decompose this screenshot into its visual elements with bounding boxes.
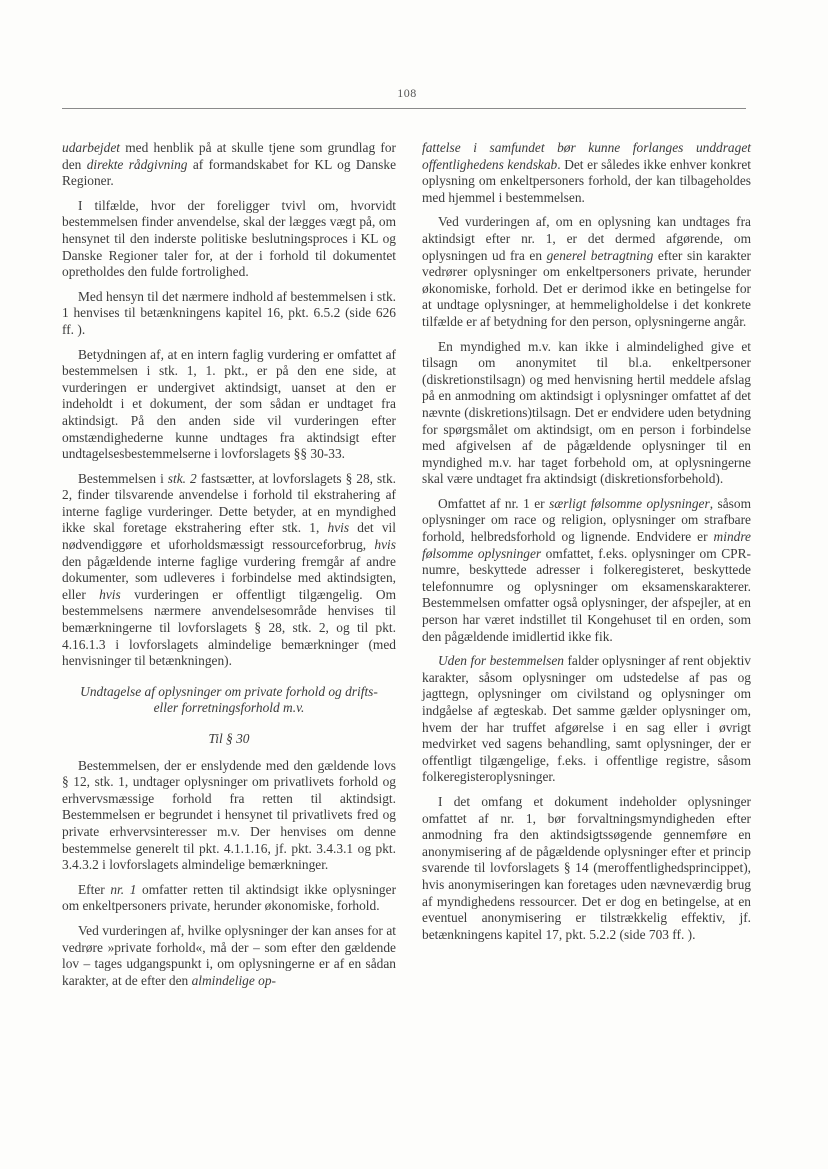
text: fastsætter, at lovforslagets § 28, stk. 2, finder tilsvarende anvendelse i forhold til ekstrahering af interne faglige vurderinger. Dette betyder, at en myndighed ikke skal foretage ekstrahering efter stk. 1, [62,470,396,536]
header-rule [62,108,746,109]
text: Bestemmelsen i [78,470,168,486]
text: Ved vurderingen af, hvilke oplysninger der kan anses for at vedrøre »private forhold«, må der – som efter den gældende lov – tages udgangspunkt i, om oplysningerne er af en sådan karakter, at de efter den [62,922,396,988]
paragraph [62,923,396,989]
paragraph [62,471,396,670]
paragraph [62,140,396,190]
italic-text: udarbejdet [62,140,121,155]
left-column [62,140,396,997]
italic-text: stk. 2 [167,470,197,486]
italic-text: almindelige op- [191,972,276,988]
italic-text: direkte rådgivning [86,156,188,172]
italic-text: hvis [327,520,350,536]
italic-text: fattelse i samfundet bør kunne forlanges unddraget offentlighedens kendskab [422,140,751,172]
italic-text: nr. 1 [110,881,137,897]
text: med henblik på at skulle tjene som grundlag for den [62,140,396,172]
text: Efter [78,881,111,897]
paragraph [422,214,751,330]
italic-text: særligt følsomme oplysninger [549,495,710,511]
text: af formandskabet for KL og Danske Regioner. [62,156,397,189]
paragraph: Betydningen af, at en intern faglig vurdering er omfattet af bestemmelsen i stk. 1, 1. pkt., er på den ene side, at vurderingen er undergivet aktindsigt, uanset at den er indeholdt i et dokument, der som sådan er undtaget fra aktindsigt. På den anden side vil vurderingen efter omstændighederne kunne undtages fra aktindsigt efter undtagelsesbestemmelserne i lovforslagets §§ 30-33. [62,346,396,462]
text: efter sin karakter vedrører oplysninger om enkeltpersoners private, herunder økonomiske, forhold. Det er derimod ikke en betingelse for at undtage oplysninger, at hemmeligholdelse i det konkrete tilfælde er af betydning for den person, oplysningerne angår. [422,247,751,329]
paragraph: En myndighed m.v. kan ikke i almindelighed give et tilsagn om anonymitet til bl.a. enkeltpersoner (diskretionstilsagn) og med henvisning hertil meddele afslag på en anmodning om aktindsigt i oplysninger omfattet af det nævnte (diskretions)tilsagn. Det er endvidere uden betydning for spørgsmålet om aktindsigt, om en person i forbindelse med afgivelsen af de pågældende oplysninger til en myndighed m.v. har taget forbehold om, at oplysningerne skal være undtaget fra aktindsigt (diskretionsforbehold). [422,338,751,487]
paragraph: I det omfang et dokument indeholder oplysninger omfattet af nr. 1, bør forvaltningsmyndigheden efter anmodning fra den aktindsigtssøgende gennemføre en anonymisering af de pågældende oplysninger efter et princip svarende til lovforslagets § 14 (meroffentlighedsprincippet), hvis anonymiseringen kan foretages uden nævneværdig brug af myndighedens ressourcer. Det er dog en betingelse, at en eventuel anonymisering er tilstrækkelig effektiv, jf. betænkningens kapitel 17, pkt. 5.2.2 (side 703 ff. ). [422,793,751,942]
italic-text: mindre følsomme oplysninger [422,529,751,561]
italic-text: hvis [99,586,121,602]
paragraph [422,140,751,206]
text: Omfattet af nr. 1 er [438,495,550,511]
right-column [422,140,751,951]
text: den pågældende interne faglige vurdering fremgår af andre dokumenter, som udleveres i forbindelse med aktindsigten, eller [62,553,396,602]
italic-text: hvis [374,537,396,553]
text: , såsom oplysninger om race og religion, oplysninger om strafbare forhold, helbredsforhold og lignende. Endvidere er [422,495,751,545]
paragraph [422,653,751,786]
paragraph: I tilfælde, hvor der foreligger tvivl om, hvorvidt bestemmelsen finder anvendelse, skal der lægges vægt på, om hensynet til den inderste politiske beslutningsproces i KL og Danske Regioner taler for, at der i forhold til dokumentet opretholdes den fulde fortrolighed. [62,197,396,280]
paragraph [62,882,396,915]
text: omfatter retten til aktindsigt ikke oplysninger om enkeltpersoners private, herunder økonomiske, forhold. [62,881,397,914]
text: det vil nødvendiggøre et uforholdsmæssigt ressourceforbrug, [62,520,396,553]
italic-text: Uden for bestemmelsen [438,653,564,669]
section-subheading: Til § 30 [208,731,250,746]
text: vurderingen er offentligt tilgængelig. Om bestemmelsens nærmere anvendelsesområde henvises til bemærkningerne til lovforslagets § 28, stk. 2, og til pkt. 4.16.1.3 i lovforslagets almindelige bemærkninger (med henvisninger til betænkningen). [62,586,396,669]
text: omfattet, f.eks. oplysninger om CPR-numre, beskyttede adresser i folkeregisteret, beskyttede telefonnumre og oplysninger om eksamenskarakterer. Bestemmelsen omfatter også oplysninger, der afspejler, at en person har været indstillet til Kongehuset til en orden, som den pågældende imidlertid ikke fik. [422,545,751,644]
text: Ved vurderingen af, om en oplysning kan undtages fra aktindsigt efter nr. 1, er det dermed afgørende, om oplysningen ud fra en [422,214,751,263]
text: falder oplysninger af rent objektiv karakter, såsom oplysninger om udstedelse af pas og jagttegn, oplysninger om civilstand og oplysninger om indgåelse af ægteskab. Det samme gælder oplysninger om, hvem der har truffet afgørelse i en sag eller i øvrigt medvirket ved sagens behandling, samt oplysninger, der er offentligt tilgængelige, f.eks. i offentlige registre, såsom folkeregisteroplysninger. [422,653,751,785]
paragraph: Med hensyn til det nærmere indhold af bestemmelsen i stk. 1 henvises til betænkningens kapitel 16, pkt. 6.5.2 (side 626 ff. ). [62,288,396,337]
italic-text: generel betragtning [546,247,654,263]
page-number: 108 [397,86,417,100]
text: . Det er således ikke enhver konkret oplysning om enkeltpersoners forhold, der kan tilbageholdes med hjemmel i bestemmelsen. [422,156,751,205]
paragraph [422,496,751,645]
paragraph: Bestemmelsen, der er enslydende med den gældende lovs § 12, stk. 1, undtager oplysninger om privatlivets forhold og erhvervsmæssige forhold fra retten til aktindsigt. Bestemmelsen er begrundet i hensynet til privatlivets fred og private erhvervsinteresser m.v. Der henvises om denne bestemmelse generelt til pkt. 4.1.1.16, jf. pkt. 3.4.3.1 og pkt. 3.4.3.2 i lovforslagets almindelige bemærkninger. [62,757,396,873]
section-heading: Undtagelse af oplysninger om private forhold og drifts- eller forretningsforhold m.v. [80,683,378,716]
